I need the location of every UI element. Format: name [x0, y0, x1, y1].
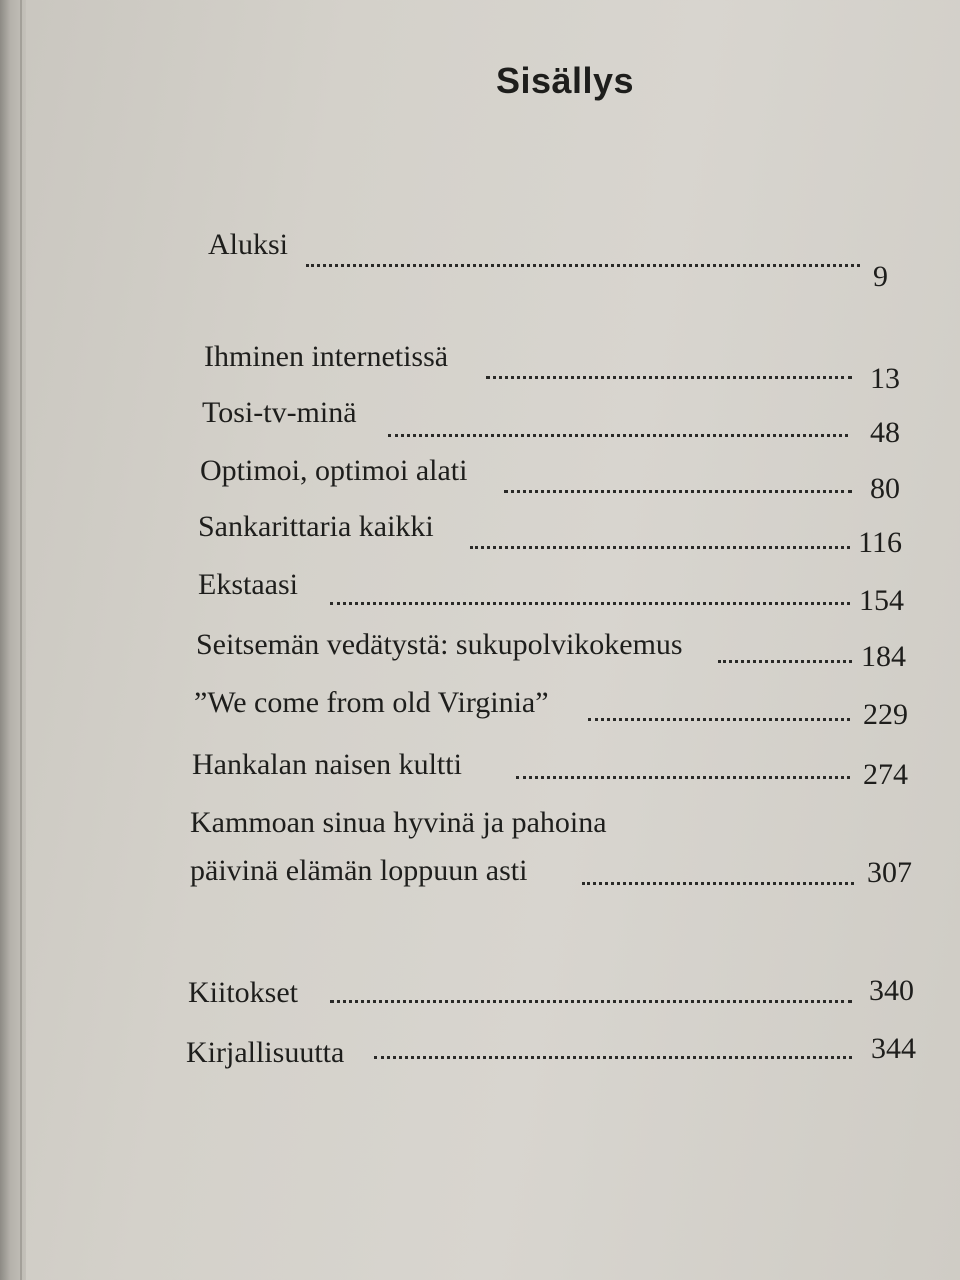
- toc-entry-label: Ekstaasi: [198, 568, 298, 601]
- toc-entry-page: 274: [863, 758, 908, 791]
- toc-entry-label: päivinä elämän loppuun asti: [190, 854, 528, 887]
- toc-entry-ihminen-internetissa: [204, 340, 900, 396]
- toc-leader-dots: [582, 882, 854, 885]
- toc-entry-page: 184: [861, 640, 906, 673]
- toc-entry-label: Hankalan naisen kultti: [192, 748, 462, 781]
- toc-entry-page: 48: [870, 416, 900, 449]
- toc-entry-seitseman-vedatysta: [196, 628, 906, 684]
- toc-entry-label: ”We come from old Virginia”: [194, 686, 549, 719]
- toc-entry-label-line1: Kammoan sinua hyvinä ja pahoina: [190, 806, 607, 839]
- toc-leader-dots: [486, 376, 852, 379]
- toc-entry-hankalan-naisen-kultti: [192, 748, 908, 804]
- toc-entry-label: Seitsemän vedätystä: sukupolvikokemus: [196, 628, 683, 661]
- toc-entry-tosi-tv-mina: [202, 396, 900, 452]
- toc-entry-kiitokset: [188, 976, 914, 1032]
- toc-leader-dots: [374, 1056, 852, 1059]
- toc-entry-page: 116: [858, 526, 902, 559]
- toc-entry-aluksi: [208, 228, 898, 298]
- toc-entry-label: Tosi-tv-minä: [202, 396, 357, 429]
- toc-entry-page: 13: [870, 362, 900, 395]
- toc-entry-page: 154: [859, 584, 904, 617]
- toc-entry-label: Sankarittaria kaikki: [198, 510, 434, 543]
- toc-entry-optimoi: [200, 454, 900, 510]
- toc-leader-dots: [330, 1000, 852, 1003]
- toc-leader-dots: [330, 602, 850, 605]
- toc-entry-label: Kirjallisuutta: [186, 1036, 345, 1069]
- toc-entry-kammoan-sinua: [190, 806, 912, 916]
- toc-entry-page: 340: [869, 974, 914, 1007]
- toc-leader-dots: [504, 490, 852, 493]
- toc-entry-page: 80: [870, 472, 900, 505]
- toc-entry-page: 307: [867, 856, 912, 889]
- toc-entry-page: 9: [873, 260, 888, 293]
- toc-entry-we-come-from-old-virginia: [194, 686, 908, 742]
- toc-leader-dots: [516, 776, 850, 779]
- toc-entry-ekstaasi: [198, 568, 904, 624]
- toc-leader-dots: [306, 264, 860, 267]
- toc-leader-dots: [718, 660, 852, 663]
- toc-leader-dots: [470, 546, 850, 549]
- toc-leader-dots: [588, 718, 850, 721]
- toc-entry-kirjallisuutta: [186, 1032, 916, 1092]
- toc-entry-label: Ihminen internetissä: [204, 340, 449, 373]
- toc-entry-sankarittaria-kaikki: [198, 510, 902, 566]
- toc-entry-label: Kiitokset: [188, 976, 298, 1009]
- toc-entry-label: Aluksi: [208, 228, 289, 261]
- toc-entry-label: Optimoi, optimoi alati: [200, 454, 468, 487]
- toc-entry-page: 344: [871, 1032, 916, 1065]
- toc-leader-dots: [388, 434, 848, 437]
- page-title: Sisällys: [495, 60, 635, 101]
- toc-entry-page: 229: [863, 698, 908, 731]
